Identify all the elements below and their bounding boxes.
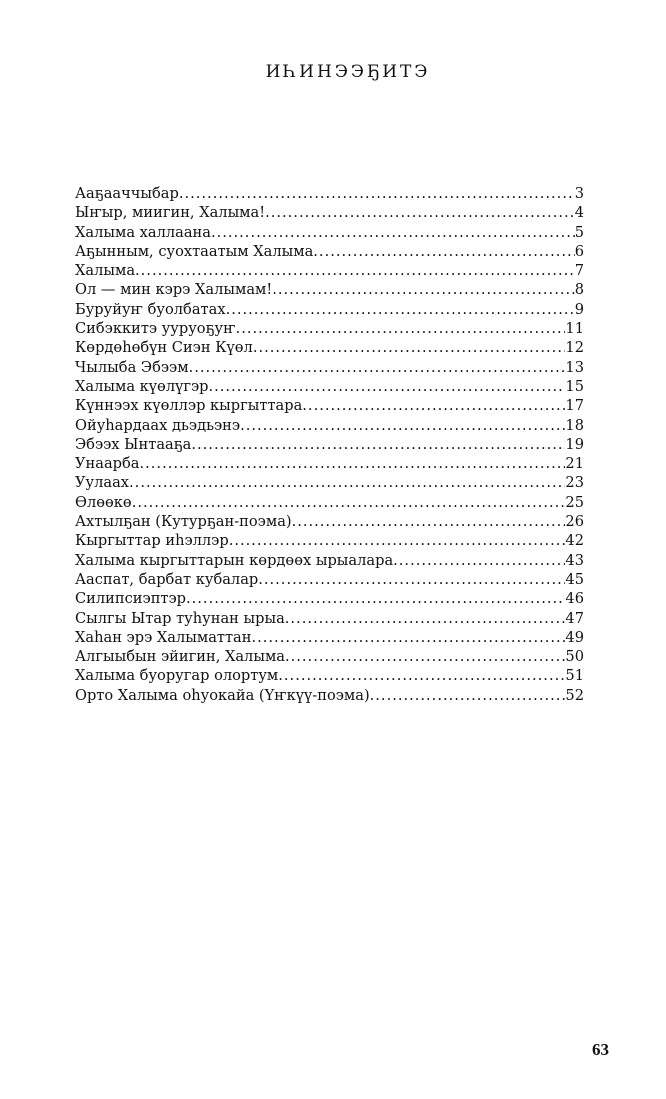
dot-leader	[211, 223, 575, 242]
dot-leader	[370, 686, 566, 705]
toc-entry-title: Халыма	[75, 262, 136, 280]
dot-leader	[189, 358, 566, 377]
toc-entry	[75, 280, 584, 299]
toc-entry-title: Унаарба	[75, 455, 140, 473]
toc-entry-page: 49	[565, 628, 584, 646]
toc-entry	[75, 261, 584, 280]
toc-entry-title: Ахтылҕан (Кутурҕан-поэма)	[75, 513, 292, 531]
toc-entry	[75, 416, 584, 435]
toc-entry	[75, 609, 584, 628]
toc-entry-page: 23	[565, 474, 584, 492]
dot-leader	[226, 300, 575, 319]
toc-entry-title: Халыма халлаана	[75, 223, 211, 241]
toc-entry-title: Силипсиэптэр	[75, 590, 187, 608]
toc-entry-page: 52	[565, 686, 584, 704]
toc-entry-title: Хаһан эрэ Халыматтан	[75, 628, 252, 646]
dot-leader	[186, 589, 565, 608]
toc-entry	[75, 647, 584, 666]
toc-entry	[75, 570, 584, 589]
toc-entry	[75, 589, 584, 608]
toc-entry-title: Сылгы Ытар туһунан ырыа	[75, 609, 285, 627]
toc-entry-title: Буруйуҥ буолбатах	[75, 300, 226, 318]
toc-entry	[75, 493, 584, 512]
toc-entry-title: Көрдөһөбүн Сиэн Күөл	[75, 339, 253, 357]
toc-entry-page: 17	[565, 397, 584, 415]
table-of-contents	[75, 184, 584, 705]
toc-entry-title: Халыма буоругар олортум	[75, 667, 279, 685]
toc-entry-page: 47	[565, 609, 584, 627]
dot-leader	[292, 512, 566, 531]
toc-entry	[75, 454, 584, 473]
toc-entry	[75, 666, 584, 685]
toc-entry-title: Аҕынным, суохтаатым Халыма	[75, 242, 314, 260]
toc-entry-title: Халыма күөлүгэр	[75, 377, 209, 395]
dot-leader	[252, 628, 566, 647]
toc-entry-page: 12	[565, 339, 584, 357]
toc-entry	[75, 223, 584, 242]
dot-leader	[278, 666, 565, 685]
dot-leader	[191, 435, 565, 454]
toc-entry	[75, 338, 584, 357]
toc-entry-title: Ол — мин кэрэ Халымам!	[75, 281, 273, 299]
dot-leader	[265, 203, 575, 222]
toc-entry-page: 25	[565, 493, 584, 511]
toc-entry-page: 45	[565, 570, 584, 588]
dot-leader	[229, 531, 566, 550]
toc-entry	[75, 319, 584, 338]
toc-entry	[75, 686, 584, 705]
toc-entry	[75, 435, 584, 454]
dot-leader	[285, 609, 566, 628]
toc-entry-title: Ыҥыр, миигин, Халыма!	[75, 204, 266, 222]
toc-entry-page: 11	[565, 320, 584, 338]
toc-entry-title: Сибэккитэ ууруоҕуҥ	[75, 320, 236, 338]
dot-leader	[285, 647, 565, 666]
toc-entry-title: Халыма кыргыттарын көрдөөх ырыалара	[75, 551, 394, 569]
dot-leader	[240, 416, 565, 435]
toc-entry-page: 18	[565, 416, 584, 434]
dot-leader	[272, 280, 574, 299]
toc-entry-title: Эбээх Ынтааҕа	[75, 435, 192, 453]
toc-entry	[75, 512, 584, 531]
toc-entry	[75, 184, 584, 203]
toc-entry-title: Өлөөкө	[75, 493, 132, 511]
dot-leader	[135, 261, 575, 280]
page-title: ИҺИНЭЭҔИТЭ	[265, 62, 431, 82]
toc-entry-page: 19	[565, 435, 584, 453]
toc-entry-title: Ааспат, барбат кубалар	[75, 570, 259, 588]
toc-entry-page: 15	[565, 377, 584, 395]
dot-leader	[393, 551, 565, 570]
toc-entry-title: Орто Халыма оһуокайа (Үҥкүү-поэма)	[75, 686, 370, 704]
toc-entry-page: 51	[565, 667, 584, 685]
dot-leader	[129, 473, 565, 492]
dot-leader	[140, 454, 566, 473]
toc-entry-title: Кыргыттар иһэллэр	[75, 532, 229, 550]
toc-entry-page: 13	[565, 358, 584, 376]
toc-entry-page: 50	[565, 648, 584, 666]
toc-entry-title: Ойуһардаах дьэдьэнэ	[75, 416, 241, 434]
toc-entry-page: 7	[574, 262, 584, 280]
dot-leader	[253, 338, 566, 357]
toc-entry-page: 5	[574, 223, 584, 241]
toc-entry	[75, 242, 584, 261]
dot-leader	[236, 319, 566, 338]
toc-entry	[75, 377, 584, 396]
toc-entry	[75, 358, 584, 377]
toc-entry-page: 9	[574, 300, 584, 318]
toc-entry-title: Алгыыбын эйигин, Халыма	[75, 648, 285, 666]
toc-entry	[75, 628, 584, 647]
toc-entry-page: 6	[574, 242, 584, 260]
toc-entry-page: 43	[565, 551, 584, 569]
toc-entry-title: Күннээх күөллэр кыргыттара	[75, 397, 303, 415]
toc-entry-page: 3	[574, 185, 584, 202]
toc-entry-title: Уулаах	[75, 474, 130, 492]
dot-leader	[209, 377, 566, 396]
page-number: 63	[592, 1040, 609, 1059]
toc-entry-title: Чылыба Эбээм	[75, 358, 189, 376]
dot-leader	[302, 396, 565, 415]
toc-entry-page: 4	[574, 204, 584, 222]
dot-leader	[179, 184, 575, 203]
toc-entry-page: 46	[565, 590, 584, 608]
toc-entry	[75, 551, 584, 570]
dot-leader	[313, 242, 574, 261]
toc-entry	[75, 531, 584, 550]
toc-entry-page: 21	[565, 455, 584, 473]
toc-entry-page: 42	[565, 532, 584, 550]
toc-entry	[75, 396, 584, 415]
dot-leader	[132, 493, 566, 512]
toc-entry-page: 26	[565, 513, 584, 531]
toc-entry	[75, 203, 584, 222]
dot-leader	[258, 570, 565, 589]
toc-entry	[75, 300, 584, 319]
toc-entry	[75, 473, 584, 492]
toc-entry-page: 8	[574, 281, 584, 299]
toc-entry-title: Ааҕааччыбар	[75, 185, 179, 202]
